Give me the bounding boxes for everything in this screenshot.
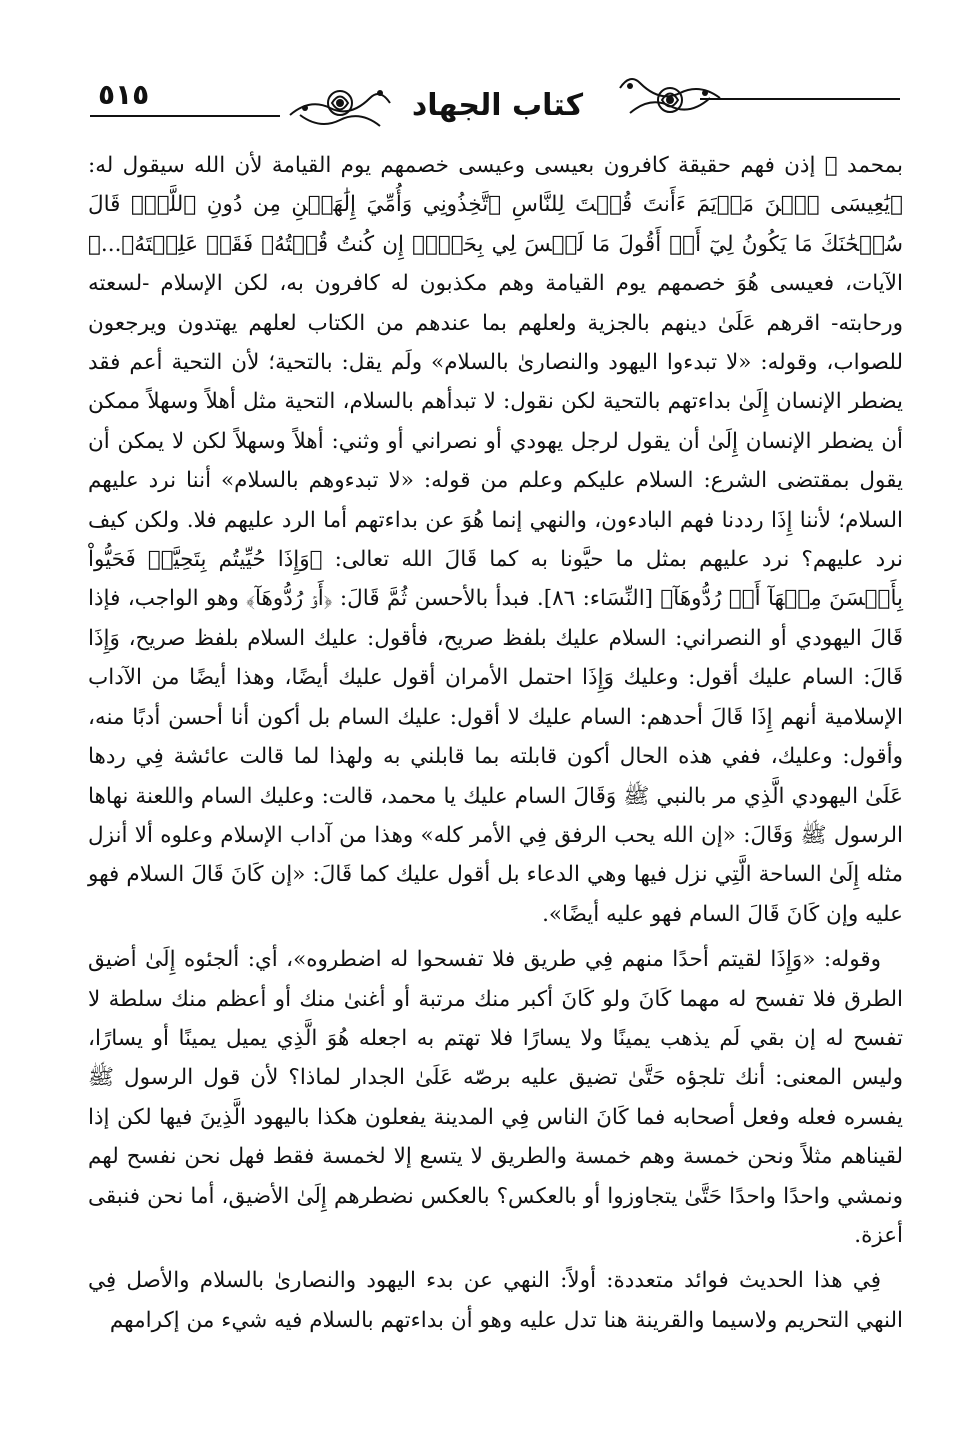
page-title: كتاب الجهاد xyxy=(411,88,584,123)
paragraph-3: فِي هذا الحديث فوائد متعددة: أولاً: النهي عن بدء اليهود والنصارىٰ بالسلام والأصل فِي النهي التحريم ولاسيما والقرينة هنا تدل عليه وهو أن بداءتهم بالسلام فيه شيء من إكرامهم xyxy=(88,1268,903,1333)
ornament-left-icon xyxy=(280,68,400,138)
paragraph-1: بمحمد ﷺ إذن فهم حقيقة كافرون بعيسى وعيسى خصمهم يوم القيامة لأن الله سيقول له: ﴿يَٰعِيسَى ٱبۡنَ مَرۡيَمَ ءَأَنتَ قُلۡتَ لِلنَّاسِ ٱتَّخِذُونِي وَأُمِّيَ إِلَٰهَيۡنِ مِن دُونِ ٱللَّهِۖ قَالَ سُبۡحَٰنَكَ مَا يَكُونُ لِيٓ أَنۡ أَقُولَ مَا لَيۡسَ لِي بِحَقٍّۚ إِن كُنتُ قُلۡتُهُۥ فَقَدۡ عَلِمۡتَهُۥ...﴾ الآيات، فعيسى هُوَ خصمهم يوم القيامة وهم مكذبون له كافرون به، لكن الإسلام -لسعته ورحابته- اقرهم عَلَىٰ دينهم بالجزية ولعلهم بما عندهم من الكتاب لعلهم يهتدون ويرجعون للصواب، وقوله: «لا تبدءوا اليهود والنصارىٰ بالسلام» ولَم يقل: بالتحية؛ لأن التحية أعم فقد يضطر الإنسان إِلَىٰ بداءتهم بالتحية لكن نقول: لا تبدأهم بالسلام، التحية مثل أهلاً وسهلاً ممكن أن يضطر الإنسان إِلَىٰ أن يقول لرجل يهودي أو نصراني أو وثني: أهلاً وسهلاً لكن لا يمكن أن يقول بمقتضى الشرع: السلام عليكم وعلم من قوله: «لا تبدءوهم بالسلام» أننا نرد عليهم السلام؛ لأننا إِذَا رددنا فهم البادءون، والنهي إنما هُوَ عن بداءتهم أما الرد عليهم فلا. ولكن كيف نرد عليهم؟ نرد عليهم بمثل ما حيَّونا به كما قَالَ الله تعالى: ﴿وَإِذَا حُيِّيتُم بِتَحِيَّةٖ فَحَيُّواْ بِأَحۡسَنَ مِنۡهَآ أَوۡ رُدُّوهَآ﴾ [النِّسَاء: ٨٦]. فبدأ بالأحسن ثُمَّ قَالَ: ﴿أَوۡ رُدُّوهَآ﴾ وهو الواجب، فإذا قَالَ اليهودي أو النصراني: السلام عليك بلفظ صريح، فأقول: عليك السلام بلفظ صريح، وَإِذَا قَالَ: السام عليك أقول: وعليك وَإِذَا احتمل الأمران أقول عليك أيضًا، وهذا أيضًا من الآداب الإسلامية أنهم إِذَا قَالَ أحدهم: السام عليك لا أقول: عليك السام بل أكون أنا أحسن أدبًا منه، وأقول: وعليك، ففي هذه الحال أكون قابلته بما قابلني به ولهذا لما قالت عائشة فِي ردها عَلَىٰ اليهودي الَّذِي مر بالنبي ﷺ وَقَالَ السام عليك يا محمد، قالت: وعليك السام واللعنة نهاها الرسول ﷺ وَقَالَ: «إن الله يحب الرفق فِي الأمر كله» وهذا من آداب الإسلام وعلوه ألا أنزل مثله إِلَىٰ الساحة الَّتِي نزل فيها وهي الدعاء بل أقول عليك كما قَالَ: «إن كَانَ قَالَ السلام فهو عليه وإن كَانَ قَالَ السام فهو عليه أيضًا». xyxy=(88,153,903,927)
header-rule-left xyxy=(90,115,280,117)
body-text xyxy=(88,146,903,1340)
page-header xyxy=(90,68,900,138)
ornament-right-icon xyxy=(610,68,730,138)
header-rule-right xyxy=(700,98,900,100)
page-number: ٥١٥ xyxy=(98,78,150,111)
paragraph-2: وقوله: «وَإِذَا لقيتم أحدًا منهم فِي طريق فلا تفسحوا له اضطروه»، أي: ألجئوه إِلَىٰ أضيق الطرق فلا تفسح له مهما كَانَ ولو كَانَ أكبر منك مرتبة أو أغنىٰ منك أو أعظم منك سلطة لا تفسح له إن بقي لَم يذهب يمينًا ولا يسارًا فلا تهتم به اجعله هُوَ الَّذِي يميل يمينًا أو يسارًا، وليس المعنى: أنك تلجؤه حَتَّىٰ تضيق عليه برصّه عَلَىٰ الجدار لماذا؟ لأن قول الرسول ﷺ يفسره فعله وفعل أصحابه فما كَانَ الناس فِي المدينة يفعلون هكذا باليهود الَّذِينَ فيها لكن إذا لقيناهم مثلاً ونحن خمسة وهم خمسة والطريق لا يتسع إلا لخمسة فقط فهل نحن نفسح لهم ونمشي واحدًا واحدًا حَتَّىٰ يتجاوزوا أو بالعكس؟ بالعكس نضطرهم إِلَىٰ الأضيق، أما نحن فنبقى أعزة. xyxy=(88,947,903,1248)
